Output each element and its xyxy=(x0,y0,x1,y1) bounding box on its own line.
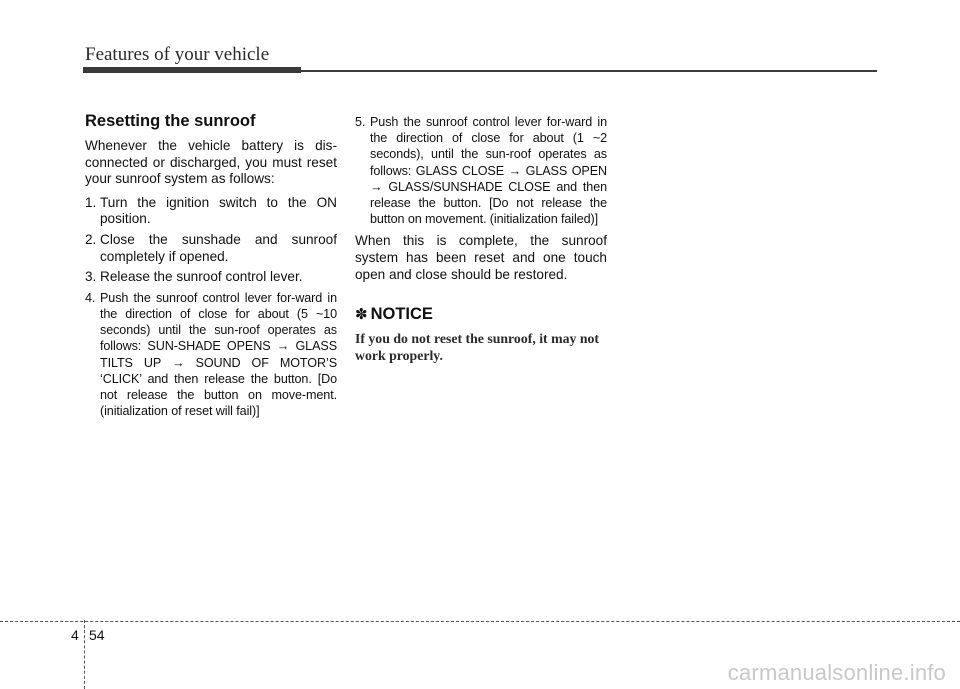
step-text: Turn the ignition switch to the ON position. xyxy=(100,194,337,227)
header-rule-thick xyxy=(83,67,301,73)
watermark: carmanualsonline.info xyxy=(727,660,946,685)
notice-label: NOTICE xyxy=(370,305,433,324)
intro-paragraph: Whenever the vehicle battery is dis-connected or discharged, you must reset your sunroof system as follows: xyxy=(85,138,337,187)
step-text: Push the sunroof control lever for-ward in the direction of close for about (5 ~10 seconds) until the sun-roof operates as follows: SUN-SHADE OPENS → GLASS TILTS UP → SOUND OF MOTOR’S ‘CLICK’ and then release the button. [Do not release the button on move-ment. (initialization of reset will fail)] xyxy=(100,290,337,419)
step-number: 1. xyxy=(85,194,97,210)
step-text: Close the sunshade and sunroof completely if opened. xyxy=(100,231,337,264)
step-number: 5. xyxy=(355,115,366,129)
section-heading: Resetting the sunroof xyxy=(85,112,256,130)
step-number: 2. xyxy=(85,231,97,247)
step-item xyxy=(85,269,337,286)
step-text: Release the sunroof control lever. xyxy=(100,269,303,285)
step-item xyxy=(85,195,337,228)
right-column xyxy=(355,112,607,364)
step-number: 3. xyxy=(85,269,97,285)
step-item xyxy=(85,290,337,420)
step-item xyxy=(85,232,337,265)
notice-heading xyxy=(355,305,607,324)
step-number: 4. xyxy=(85,290,96,305)
step-item xyxy=(355,114,607,227)
notice-asterisk-icon: ✽ xyxy=(355,306,368,324)
header-title: Features of your vehicle xyxy=(85,44,270,65)
page-number: 54 xyxy=(89,627,105,643)
step-text: Push the sunroof control lever for-ward in the direction of close for about (1 ~2 seconds), until the sun-roof operates as follows: GLASS CLOSE → GLASS OPEN → GLASS/SUNSHADE CLOSE and then release the button. [Do not release the button on movement. (initialization failed)] xyxy=(370,115,607,227)
notice-text: If you do not reset the sunroof, it may not work properly. xyxy=(355,331,600,364)
left-column xyxy=(85,112,337,423)
header-rule-thin xyxy=(298,70,877,72)
footer-rule-horizontal xyxy=(0,621,960,622)
footer-rule-vertical xyxy=(84,620,85,689)
page-chapter: 4 xyxy=(71,627,79,643)
completion-paragraph: When this is complete, the sunroof system has been reset and one touch open and close should be restored. xyxy=(355,233,607,282)
